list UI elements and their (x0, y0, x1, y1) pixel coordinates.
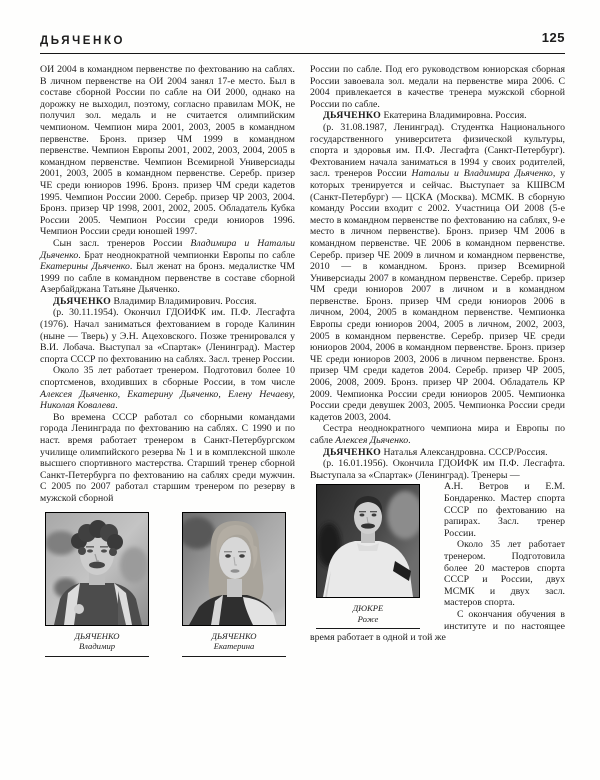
caption-rule (45, 656, 149, 657)
paragraph-bio-natalia-wrap: А.Н. Ветров и Е.М. Бондаренко. Мастер спорта СССР по фехтованию на рапирах. Засл. тренер России. (444, 481, 565, 539)
caption-rule (182, 656, 286, 657)
paragraph-work-natalia: С окончания обучения в институте и по настоящее время работает в одной и той же (310, 608, 565, 644)
paragraph-bio-vladimir: (р. 30.11.1954). Окончил ГДОИФК им. П.Ф. Лесгафта (1976). Начал заниматься фехтованием в городе Калинин (ныне — Тверь) у Э.Н. Ацеховского. Позже тренировался у В.И. Лобача. Выступал за «Спартак» (Ленинград). Мастер спорта СССР по фехтованию на саблях. Засл. тренер России. (40, 307, 295, 365)
entry-heading-ekaterina: ДЬЯЧЕНКО Екатерина Владимировна. Россия. (323, 110, 527, 122)
photo-ducret-figure (316, 484, 420, 629)
running-title: ДЬЯЧЕНКО (40, 35, 126, 47)
photo-ekaterina-image (182, 512, 286, 626)
paragraph-family: Сын засл. тренеров России Владимира и Натальи Дьяченко. Брат неоднократной чемпионки Европы по сабле Екатерины Дьяченко. Был женат на бронз. медалистке ЧМ 1999 по сабле в командном первенстве в составе сборной Азербайджана Татьяне Дьяченко. (40, 237, 296, 296)
photo-ducret-caption (316, 603, 420, 624)
caption-surname: ДЬЯЧЕНКО (211, 630, 257, 641)
paragraph-sister: Сестра неоднократного чемпиона мира и Европы по сабле Алексея Дьяченко. (310, 423, 565, 446)
portrait-ducret-icon (317, 485, 419, 597)
caption-surname: ДЮКРЕ (352, 603, 384, 614)
entry-heading-vladimir: ДЬЯЧЕНКО Владимир Владимирович. Россия. (53, 295, 257, 307)
photos-row (40, 512, 295, 657)
paragraph-bio-natalia-start: (р. 16.01.1956). Окончила ГДОИФК им П.Ф. Лесгафта. Выступала за «Спартак» (Ленинград). Тренеры — (310, 458, 565, 481)
caption-firstname: Владимир (78, 641, 116, 652)
caption-firstname: Екатерина (213, 641, 255, 652)
text-columns (40, 64, 565, 657)
left-column (40, 64, 295, 657)
photo-vladimir-image (45, 512, 149, 626)
page-header (40, 31, 565, 53)
photo-ekaterina-caption (182, 631, 286, 652)
paragraph-career-vladimir: Во времена СССР работал со сборными командами города Ленинграда по фехтованию на саблях. С 1990 и по наст. время работает тренером в Санкт-Петербургском училище олимпийского резерва № 1 и в комплексной школе высшего спортивного мастерства. Старший тренер сборной Санкт-Петербурга по фехтованию на саблях среди мужчин. С 2005 по 2007 работал старшим тренером по резерву в мужской сборной (40, 411, 295, 504)
page-number: 125 (541, 30, 565, 45)
photo-ducret-image (316, 484, 420, 598)
caption-rule (316, 628, 420, 629)
paragraph-coaching-natalia: Около 35 лет работает тренером. Подготовила более 20 мастеров спорта СССР и России, двух МСМК и двух засл. мастеров спорта. (444, 539, 565, 609)
right-column (310, 64, 565, 657)
paragraph-continuation-right: России по сабле. Под его руководством юниорская сборная России завоевала зол. медали на первенстве мира 2006. С 2004 привлекается в качестве тренера мужской сборной России по сабле. (310, 64, 565, 110)
caption-surname: ДЬЯЧЕНКО (74, 630, 120, 641)
header-rule (40, 53, 565, 54)
portrait-ekaterina-icon (183, 513, 285, 625)
photo-vladimir-caption (45, 631, 149, 652)
paragraph-continuation: ОИ 2004 в командном первенстве по фехтованию на саблях. В личном первенстве на ОИ 2004 занял 17-е место. Был в составе сборной России по сабле на ОИ 2000, однако на дорожку не выходил, поэтому, согласно правилам МОК, не получил зол. медаль и не считается олимпийским чемпионом. Чемпион мира 2001, 2003, 2005 в командном первенстве. Бронз. призер ЧМ 1999 в командном первенстве. Чемпион Европы 2001, 2002, 2003, 2004, 2005 в командном первенстве. Чемпион Всемирной Универсиады 2001, 2003, 2005 в командном первенстве. Серебр. призер ЧЕ среди юниоров 1996. Бронз. призер ЧМ среди кадетов 1995. Чемпион России 2000. Серебр. призер ЧР 2003, 2004. Бронз. призер ЧР 1998, 2001, 2002, 2005. Обладатель Кубка России 2005. Чемпион России среди юниоров 1996. Чемпион России среди юношей 1997. (40, 64, 295, 238)
photo-ekaterina-figure (182, 512, 286, 657)
paragraph-bio-ekaterina: (р. 31.08.1987, Ленинград). Студентка Национального государственного университета физической культуры, спорта и здоровья им. П.Ф. Лесгафта (Санкт-Петербург). Фехтованием начала заниматься в 1994 у своих родителей, засл. тренеров России Натальи и Владимира Дьяченко, у которых тренируется и сейчас. Выступает за КШВСМ (Санкт-Петербург) — ЦСКА (Москва). МСМК. В сборную команду России входит с 2002. Участница ОИ 2008 (5-е место в командном первенстве по фехтованию на саблях, 9-е место в личном первенстве). Бронз. призер ЧМ 2006 в командном первенстве. ЧЕ 2006 в командном первенстве. Серебр. призер ЧЕ 2009 в личном и командном первенстве, 2010 — в командном. Бронз. призер Всемирной Универсиады 2007 в командном первенстве. Серебр. призер ЧМ среди юниоров 2007 в личном и в командном первенстве. Бронз. призер ЧМ среди юниоров 2006 в личном, 2004, 2005 в командном первенстве. Чемпионка Европы среди юниоров 2004, 2005 в личном, 2002, 2003, 2005 в командном первенстве. Серебр. призер ЧЕ среди юниоров 2004, 2006 в командном первенстве. Бронз. призер ЧЕ среди юниоров 2003, 2006 в личном первенстве. Бронз. призер ЧМ среди кадетов 2004. Серебр. призер ЧР 2005, 2006, 2008, 2009. Бронз. призер ЧР 2004. Обладатель КР 2009. Чемпионка России среди юниоров 2005. Чемпионка России среди девушек 2003, 2005. Чемпионка России среди кадетов 2003, 2004. (310, 121, 565, 423)
photo-vladimir-figure (45, 512, 149, 657)
caption-firstname: Роже (357, 613, 379, 624)
paragraph-coaching-vladimir: Около 35 лет работает тренером. Подготовил более 10 спортсменов, входивших в сборные России, в том числе Алексея Дьяченко, Екатерину Дьяченко, Елену Нечаеву, Николая Ковалева. (40, 365, 295, 412)
portrait-vladimir-icon (46, 513, 148, 625)
entry-heading-natalia: ДЬЯЧЕНКО Наталья Александровна. СССР/Россия. (323, 446, 548, 458)
